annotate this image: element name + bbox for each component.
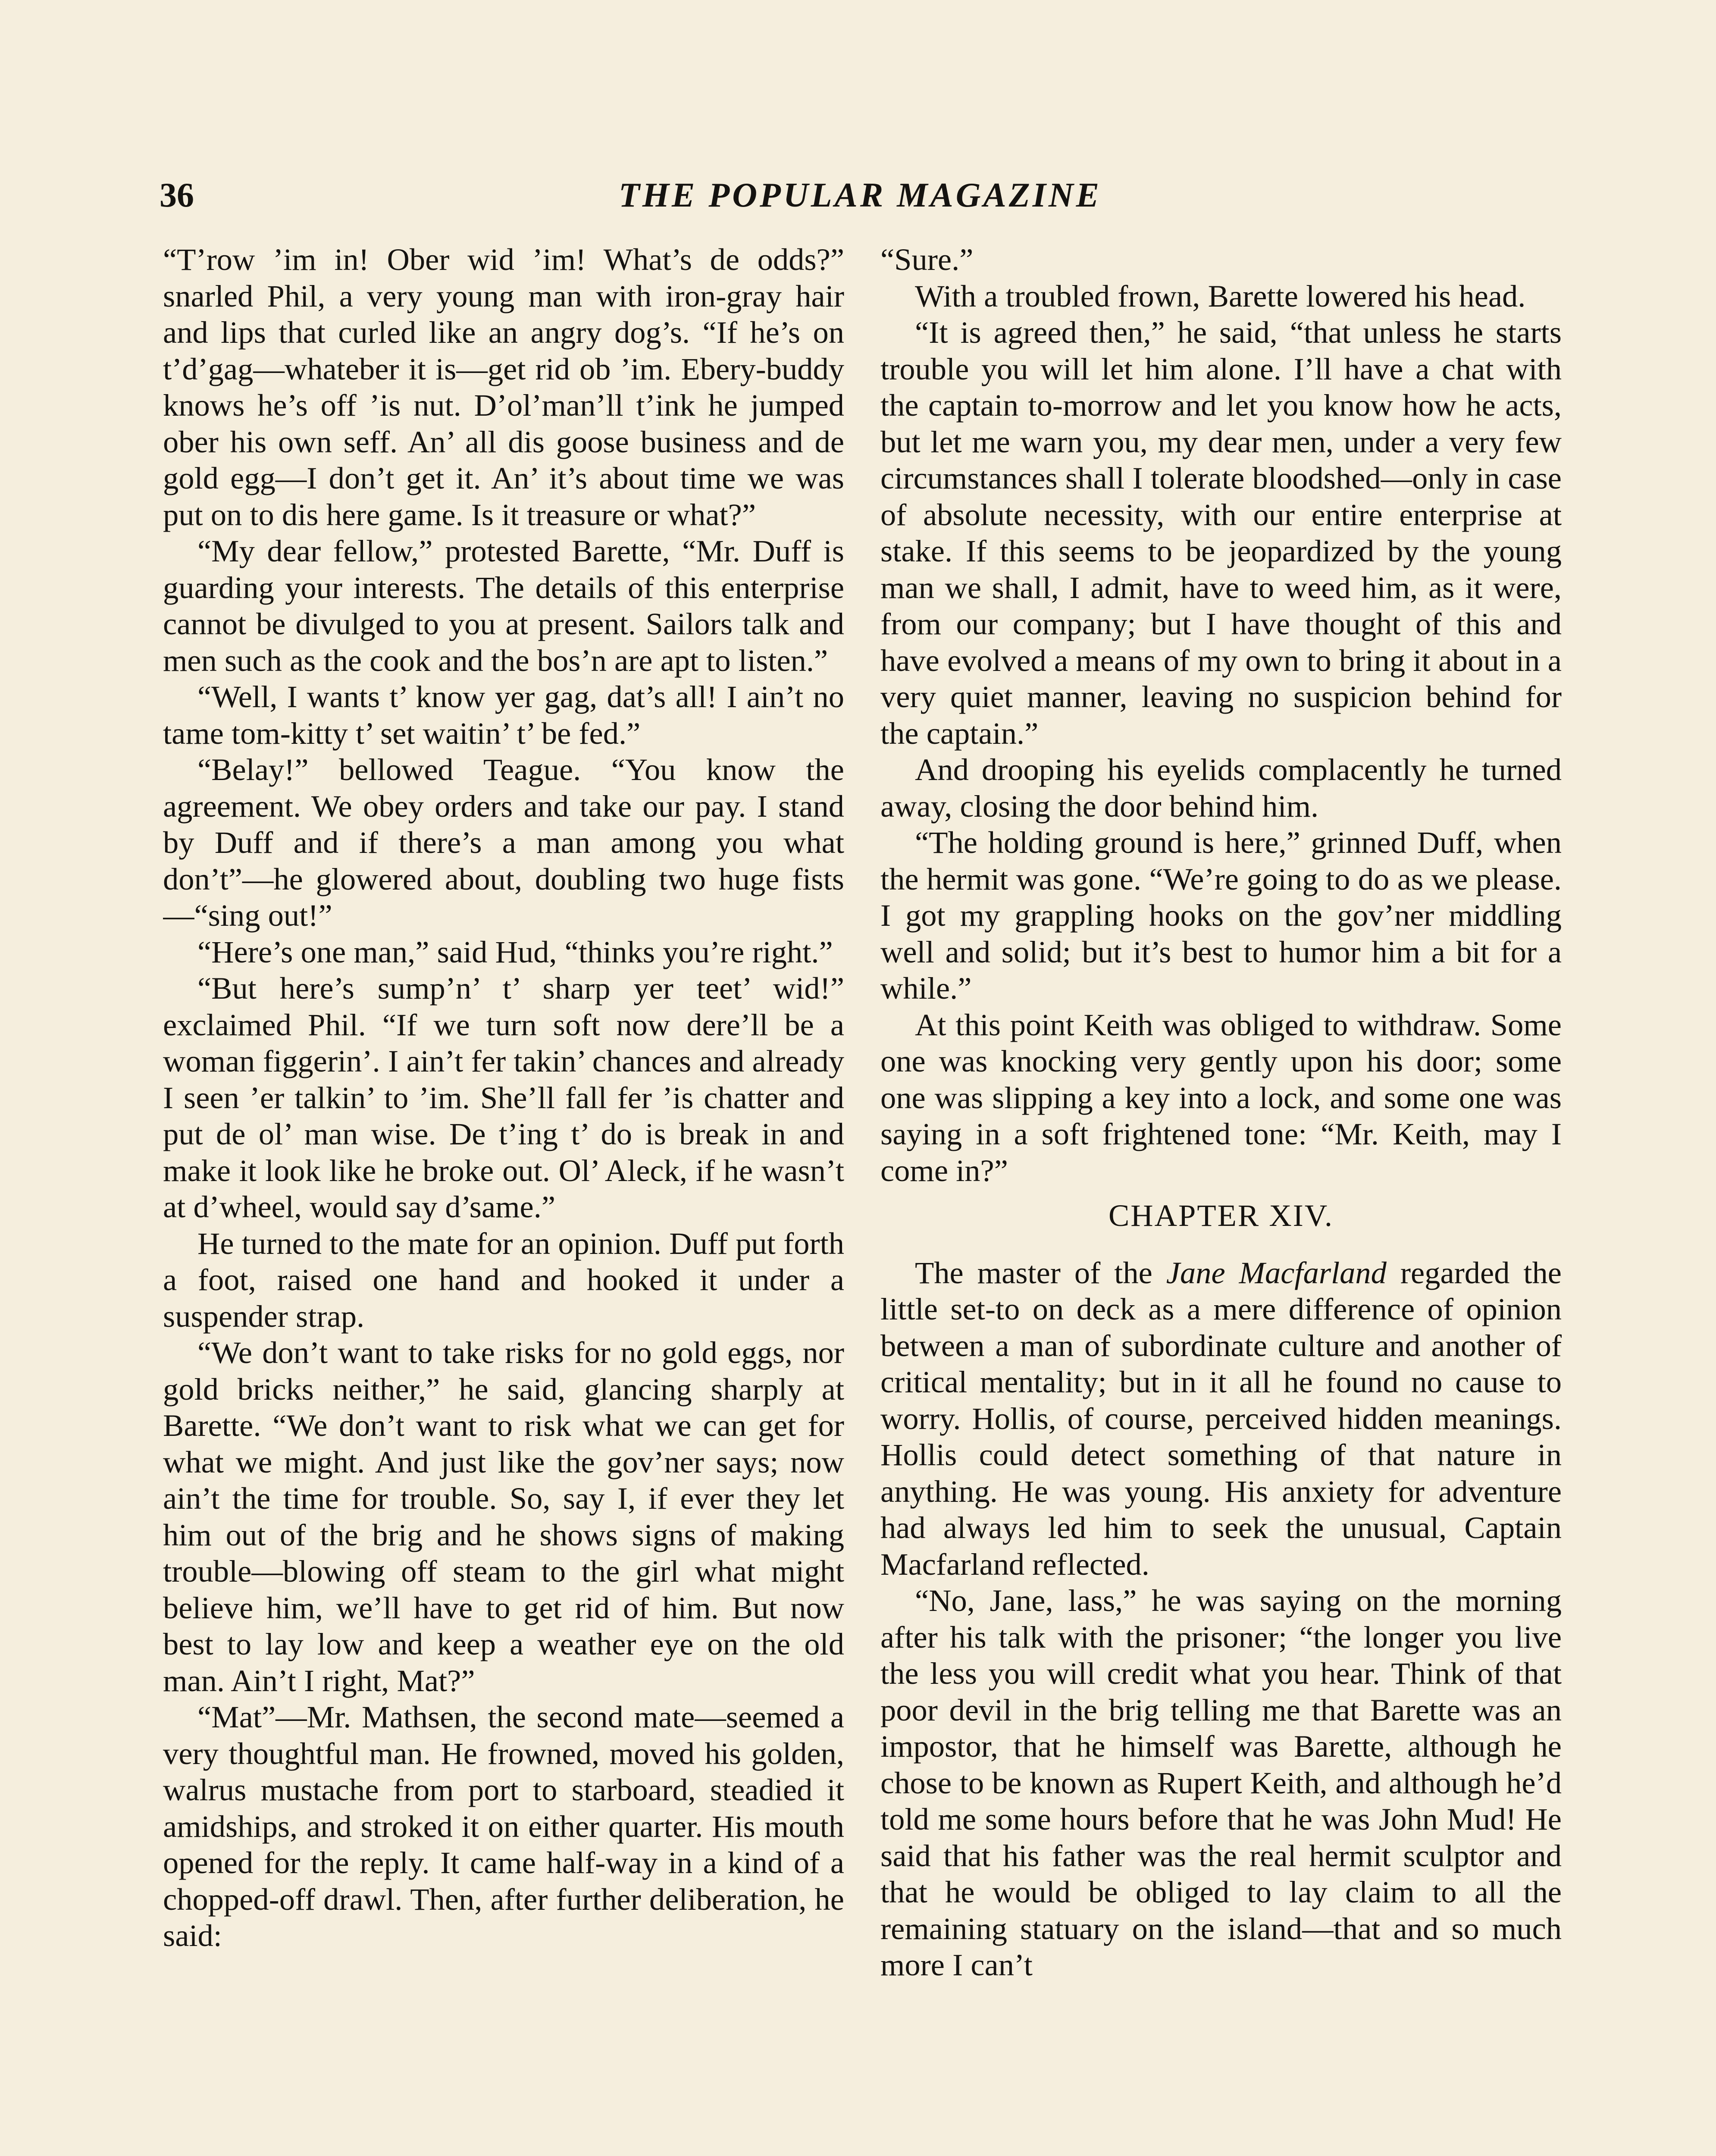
left-column xyxy=(163,241,844,2156)
page-number: 36 xyxy=(160,176,194,214)
chapter-heading: CHAPTER XIV. xyxy=(1108,1198,1334,1233)
paragraph: “Well, I wants t’ know yer gag, dat’s all! I ain’t no tame tom-kitty t’ set waitin’ t’ be fed.” xyxy=(163,679,844,751)
paragraph: “But here’s sump’n’ t’ sharp yer teet’ wid!” exclaimed Phil. “If we turn soft now dere’ll be a woman figgerin’. I ain’t fer takin’ chances and already I seen ’er talkin’ to ’im. She’ll fall fer ’is chatter and put de ol’ man wise. De t’ing t’ do is break in and make it look like he broke out. Ol’ Aleck, if he wasn’t at d’wheel, would say d’same.” xyxy=(163,971,844,1224)
paragraph: “We don’t want to take risks for no gold eggs, nor gold bricks neither,” he said, glancing sharply at Barette. “We don’t want to risk what we can get for what we might. And just like the gov’ner says; now ain’t the time for trouble. So, say I, if ever they let him out of the brig and he shows signs of making trouble—blowing off steam to the girl what might believe him, we’ll have to get rid of him. But now best to lay low and keep a weather eye on the old man. Ain’t I right, Mat?” xyxy=(163,1335,844,1698)
magazine-title: THE POPULAR MAGAZINE xyxy=(618,176,1102,214)
chapter-opening-paragraph xyxy=(880,1255,1562,1583)
page-header xyxy=(160,176,1561,228)
paragraph: He turned to the mate for an opinion. Duff put forth a foot, raised one hand and hooked it under a suspender strap. xyxy=(163,1225,844,1334)
paragraph: “Here’s one man,” said Hud, “thinks you’re right.” xyxy=(197,934,833,969)
paragraph: “Sure.” xyxy=(880,242,974,277)
paragraph: And drooping his eyelids complacently he turned away, closing the door behind him. xyxy=(880,752,1562,824)
paragraph: “The holding ground is here,” grinned Duff, when the hermit was gone. “We’re going to do as we please. I got my grappling hooks on the gov’ner middling well and solid; but it’s best to humor him a bit for a while.” xyxy=(880,825,1562,1006)
paragraph: “Belay!” bellowed Teague. “You know the agreement. We obey orders and take our pay. I stand by Duff and if there’s a man among you what don’t”—he glowered about, doubling two huge fists—“sing out!” xyxy=(163,752,844,933)
paragraph: “T’row ’im in! Ober wid ’im! What’s de odds?” snarled Phil, a very young man with iron-gray hair and lips that curled like an angry dog’s. “If he’s on t’d’gag—whateber it is—get rid ob ’im. Ebery-buddy knows he’s off ’is nut. D’ol’man’ll t’ink he jumped ober his own seff. An’ all dis goose business and de gold egg—I don’t get it. An’ it’s about time we was put on to dis here game. Is it treasure or what?” xyxy=(163,242,844,532)
paragraph-text: The master of the xyxy=(915,1255,1166,1290)
paragraph: At this point Keith was obliged to withdraw. Some one was knocking very gently upon his door; some one was slipping a key into a lock, and some one was saying in a soft frightened tone: “Mr. Keith, may I come in?” xyxy=(880,1007,1562,1188)
paragraph: “No, Jane, lass,” he was saying on the morning after his talk with the prisoner; “the longer you live the less you will credit what you hear. Think of that poor devil in the brig telling me that Barette was an impostor, that he himself was Barette, although he chose to be known as Rupert Keith, and although he’d told me some hours before that he was John Mud! He said that his father was the real hermit sculptor and that he would be obliged to lay claim to all the remaining statuary on the island—that and so much more I can’t xyxy=(880,1583,1562,1982)
paragraph: “Mat”—Mr. Mathsen, the second mate—seemed a very thoughtful man. He frowned, moved his golden, walrus mustache from port to starboard, steadied it amidships, and stroked it on either quarter. His mouth opened for the reply. It came half-way in a kind of a chopped-off drawl. Then, after further deliberation, he said: xyxy=(163,1699,844,1953)
paragraph-text: regarded the little set-to on deck as a mere difference of opinion between a man of subordinate culture and another of critical mentality; but in it all he found no cause to worry. Hollis, of course, perceived hidden meanings. Hollis could detect something of that nature in anything. He was young. His anxiety for adventure had always led him to seek the unusual, Captain Macfarland reflected. xyxy=(880,1255,1562,1582)
ship-name: Jane Macfarland xyxy=(1166,1255,1387,1290)
paragraph: With a troubled frown, Barette lowered his head. xyxy=(915,278,1526,313)
paragraph: “My dear fellow,” protested Barette, “Mr. Duff is guarding your interests. The details of this enterprise cannot be divulged to you at present. Sailors talk and men such as the cook and the bos’n are apt to listen.” xyxy=(163,533,844,678)
paragraph: “It is agreed then,” he said, “that unless he starts trouble you will let him alone. I’ll have a chat with the captain to-morrow and let you know how he acts, but let me warn you, my dear men, under a very few circumstances shall I tolerate bloodshed—only in case of absolute necessity, with our entire enterprise at stake. If this seems to be jeopardized by the young man we shall, I admit, have to weed him, as it were, from our company; but I have thought of this and have evolved a means of my own to bring it about in a very quiet manner, leaving no suspicion behind for the captain.” xyxy=(880,315,1562,751)
right-column xyxy=(880,241,1562,2156)
